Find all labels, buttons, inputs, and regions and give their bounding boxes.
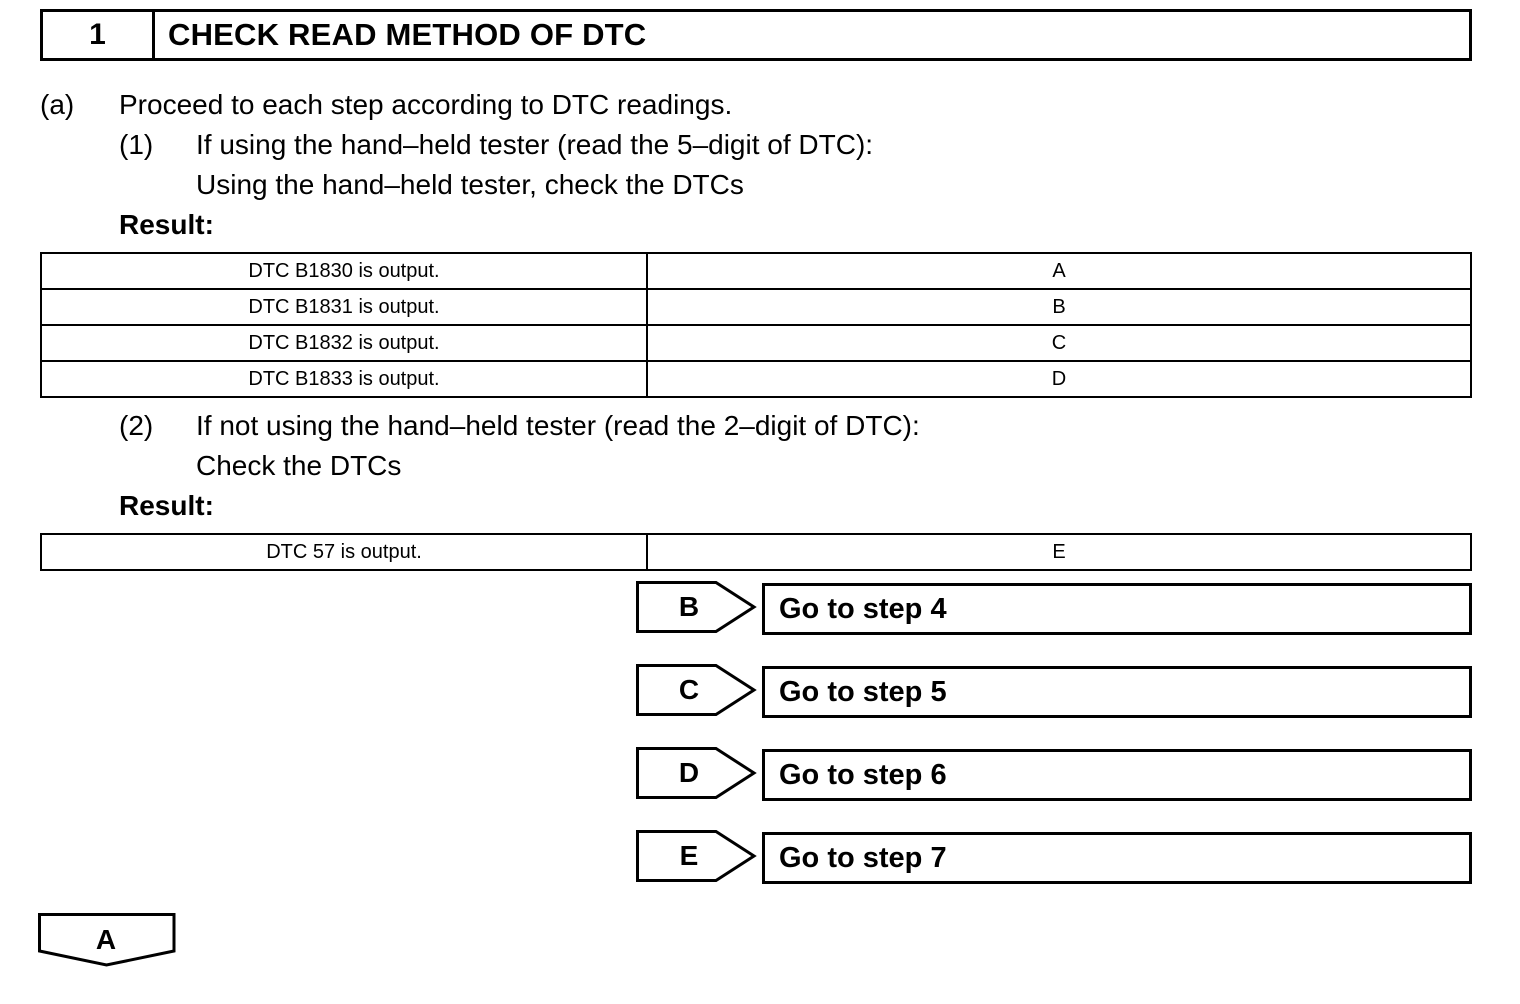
table-cell-condition: DTC B1832 is output. [41, 325, 647, 361]
step-number: 1 [43, 12, 155, 58]
table-cell-condition: DTC B1831 is output. [41, 289, 647, 325]
branch-action-box: Go to step 5 [762, 666, 1472, 718]
result-table-2 [40, 533, 1472, 571]
sub2-marker: (2) [119, 410, 154, 441]
sub1-line1: If using the hand–held tester (read the 5–digit of DTC): [196, 129, 874, 160]
table-cell-result: B [647, 289, 1471, 325]
branch-label: C [678, 674, 700, 705]
branch-action-box: Go to step 4 [762, 583, 1472, 635]
table-cell-result: A [647, 253, 1471, 289]
branch-action-box: Go to step 7 [762, 832, 1472, 884]
branch-e[interactable] [636, 830, 758, 887]
next-step-a[interactable]: A [95, 924, 117, 955]
table-cell-condition: DTC B1830 is output. [41, 253, 647, 289]
result-table-1 [40, 252, 1472, 398]
sub2-line2: Check the DTCs [196, 450, 402, 481]
branch-b[interactable] [636, 581, 758, 638]
sub1-marker: (1) [119, 129, 154, 160]
table-cell-result: E [647, 534, 1471, 570]
branch-label: E [679, 840, 699, 871]
step-a-text: Proceed to each step according to DTC readings. [119, 89, 733, 120]
table-cell-condition: DTC B1833 is output. [41, 361, 647, 397]
table-cell-result: C [647, 325, 1471, 361]
sub1-line2: Using the hand–held tester, check the DTCs [196, 169, 744, 200]
step-title: CHECK READ METHOD OF DTC [168, 17, 647, 52]
branch-label: D [678, 757, 700, 788]
table-row [41, 253, 1471, 289]
sub1-result-label: Result: [119, 209, 214, 240]
sub2-result-label: Result: [119, 490, 214, 521]
table-cell-result: D [647, 361, 1471, 397]
sub2-line1: If not using the hand–held tester (read the 2–digit of DTC): [196, 410, 920, 441]
branch-d[interactable] [636, 747, 758, 804]
table-row [41, 289, 1471, 325]
branch-c[interactable] [636, 664, 758, 721]
branch-action-box: Go to step 6 [762, 749, 1472, 801]
table-cell-condition: DTC 57 is output. [41, 534, 647, 570]
step-header [40, 9, 1472, 61]
table-row [41, 325, 1471, 361]
table-row [41, 534, 1471, 570]
step-a-marker: (a) [40, 89, 75, 120]
table-row [41, 361, 1471, 397]
branch-label: B [678, 591, 700, 622]
